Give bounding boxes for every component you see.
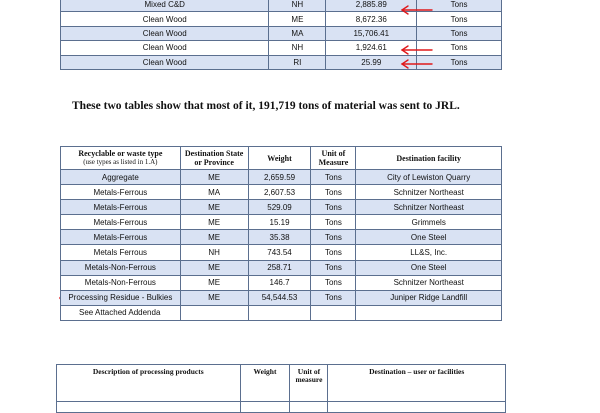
empty-cell — [248, 305, 311, 320]
state-cell: MA — [180, 185, 248, 200]
weight-header: Weight — [248, 147, 311, 170]
state-cell: RI — [269, 55, 326, 69]
facility-cell: Schnitzer Northeast — [356, 200, 502, 215]
weight-cell: 54,544.53 — [248, 290, 311, 305]
table-row — [61, 215, 502, 230]
unit-cell: Tons — [311, 170, 356, 185]
unit-cell: Tons — [417, 12, 502, 26]
table-row — [61, 230, 502, 245]
waste-type-header-sub: (use types as listed in 1.A) — [83, 158, 158, 166]
waste-type-cell: Metals-Ferrous — [61, 230, 181, 245]
red-arrow-icon — [402, 60, 432, 68]
waste-type-cell: Aggregate — [61, 170, 181, 185]
processing-products-table — [56, 364, 506, 413]
weight-cell: 35.38 — [248, 230, 311, 245]
unit-cell: Tons — [311, 290, 356, 305]
weight-cell: 529.09 — [248, 200, 311, 215]
table-row — [61, 200, 502, 215]
red-arrow-icon — [402, 46, 432, 54]
destination-header: Destination – user or facilities — [328, 365, 506, 402]
facility-cell: LL&S, Inc. — [356, 245, 502, 260]
products-header: Description of processing products — [57, 365, 241, 402]
waste-type-cell: Metals-Non-Ferrous — [61, 275, 181, 290]
empty-cell — [328, 402, 506, 413]
unit-cell: Tons — [417, 55, 502, 69]
waste-type-cell: Metals-Ferrous — [61, 185, 181, 200]
unit-cell: Tons — [311, 230, 356, 245]
state-cell: ME — [180, 215, 248, 230]
facility-cell: Grimmels — [356, 215, 502, 230]
empty-cell — [311, 305, 356, 320]
state-cell: ME — [269, 12, 326, 26]
weight-cell: 146.7 — [248, 275, 311, 290]
facility-cell: One Steel — [356, 260, 502, 275]
unit-cell: Tons — [311, 185, 356, 200]
waste-type-header-label: Recyclable or waste type — [78, 149, 163, 158]
unit-header: Unit of Measure — [311, 147, 356, 170]
unit-cell: Tons — [311, 200, 356, 215]
waste-type-cell: Mixed C&D — [61, 0, 269, 12]
waste-type-cell: Metals-Non-Ferrous — [61, 260, 181, 275]
state-cell: NH — [180, 245, 248, 260]
unit-cell: Tons — [417, 41, 502, 55]
weight-cell: 25.99 — [326, 55, 417, 69]
waste-type-cell: Clean Wood — [61, 12, 269, 26]
table-row-highlighted — [61, 290, 502, 305]
facility-cell: Schnitzer Northeast — [356, 185, 502, 200]
facility-cell: Schnitzer Northeast — [356, 275, 502, 290]
state-cell: ME — [180, 275, 248, 290]
waste-type-header — [61, 147, 181, 170]
waste-type-cell: Metals Ferrous — [61, 245, 181, 260]
weight-cell: 2,607.53 — [248, 185, 311, 200]
weight-cell: 15,706.41 — [326, 26, 417, 40]
table-header-row — [57, 365, 506, 402]
table-row — [57, 402, 506, 413]
unit-cell: Tons — [311, 275, 356, 290]
waste-type-cell: Clean Wood — [61, 26, 269, 40]
empty-cell — [180, 305, 248, 320]
weight-cell: 743.54 — [248, 245, 311, 260]
waste-type-cell: Processing Residue - Bulkies — [61, 290, 181, 305]
waste-type-cell: Clean Wood — [61, 55, 269, 69]
waste-type-cell: Metals-Ferrous — [61, 200, 181, 215]
unit-header: Unit of measure — [290, 365, 328, 402]
unit-cell: Tons — [311, 260, 356, 275]
state-cell: NH — [269, 41, 326, 55]
empty-cell — [356, 305, 502, 320]
weight-cell: 2,659.59 — [248, 170, 311, 185]
unit-cell: Tons — [311, 215, 356, 230]
weight-cell: 1,924.61 — [326, 41, 417, 55]
state-cell: ME — [180, 170, 248, 185]
unit-cell: Tons — [311, 245, 356, 260]
table-header-row — [61, 147, 502, 170]
empty-cell — [240, 402, 290, 413]
state-cell: ME — [180, 200, 248, 215]
table-row — [61, 305, 502, 320]
facility-cell: One Steel — [356, 230, 502, 245]
weight-cell: 15.19 — [248, 215, 311, 230]
facility-cell: Juniper Ridge Landfill — [356, 290, 502, 305]
facility-cell: City of Lewiston Quarry — [356, 170, 502, 185]
unit-cell: Tons — [417, 0, 502, 12]
table-row — [61, 275, 502, 290]
weight-cell: 258.71 — [248, 260, 311, 275]
state-cell: MA — [269, 26, 326, 40]
facility-header: Destination facility — [356, 147, 502, 170]
summary-note: These two tables show that most of it, 191,719 tons of material was sent to JRL. — [72, 100, 460, 112]
waste-type-cell: Metals-Ferrous — [61, 215, 181, 230]
weight-header: Weight — [240, 365, 290, 402]
state-cell: ME — [180, 230, 248, 245]
weight-cell: 2,885.89 — [326, 0, 417, 12]
state-cell: NH — [269, 0, 326, 12]
unit-cell: Tons — [417, 26, 502, 40]
waste-type-cell: Clean Wood — [61, 41, 269, 55]
table-row — [61, 185, 502, 200]
state-cell: ME — [180, 260, 248, 275]
state-cell: ME — [180, 290, 248, 305]
table-row — [61, 170, 502, 185]
empty-cell — [57, 402, 241, 413]
destination-table — [60, 146, 502, 321]
addenda-cell: See Attached Addenda — [61, 305, 181, 320]
weight-cell: 8,672.36 — [326, 12, 417, 26]
red-arrow-icon — [402, 6, 432, 14]
empty-cell — [290, 402, 328, 413]
table-row — [61, 260, 502, 275]
table-row — [61, 245, 502, 260]
state-header: Destination State or Province — [180, 147, 248, 170]
